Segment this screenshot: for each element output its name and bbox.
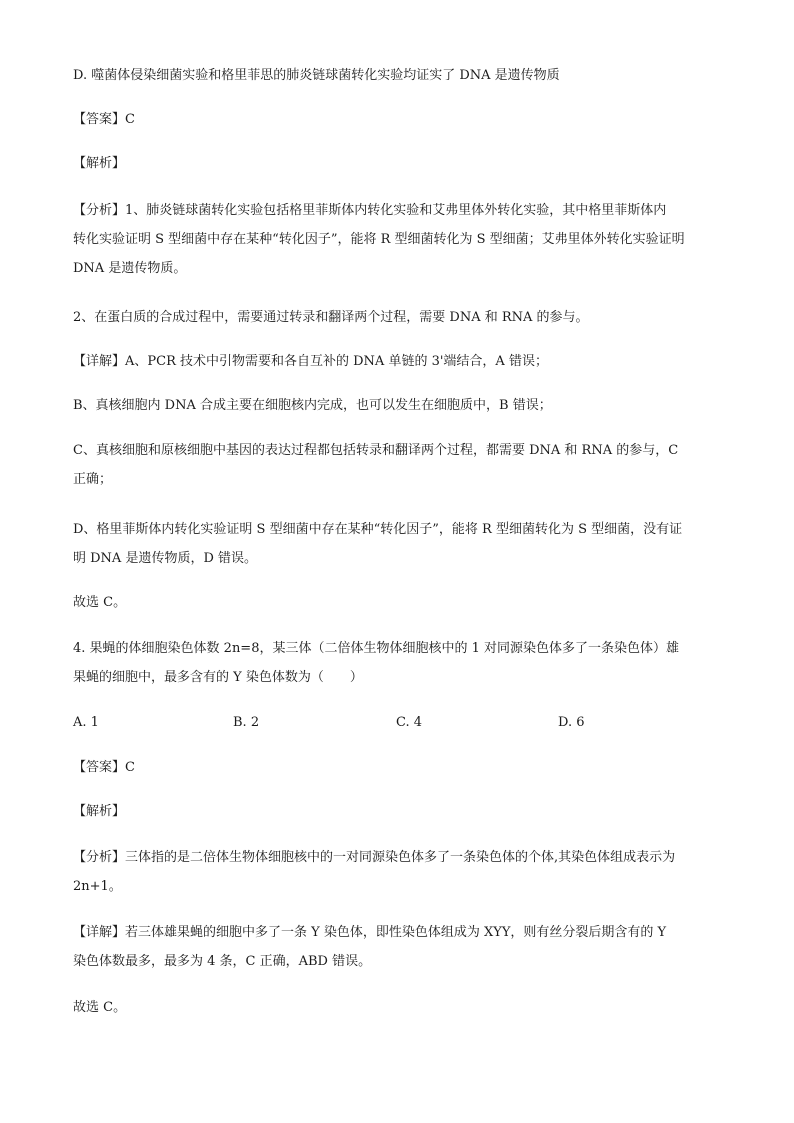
q4-fenxi bbox=[73, 843, 723, 901]
q4-analysis-title: 【解析】 bbox=[73, 804, 126, 819]
q3-item-c-line: C、真核细胞和原核细胞中基因的表达过程都包括转录和翻译两个过程，都需要 DNA 和 RNA 的参与，C bbox=[73, 443, 679, 458]
q3-xiangjie-a: 【详解】A、PCR 技术中引物需要和各自互补的 DNA 单链的 3'端结合，A 错误； bbox=[73, 354, 548, 369]
q3-item-d-line: D、格里菲斯体内转化实验证明 S 型细菌中存在某种“转化因子”，能将 R 型细菌转化为 S 型细菌，没有证 bbox=[73, 522, 683, 537]
q4-answer: 【答案】C bbox=[73, 760, 135, 775]
q3-fenxi-line: 【分析】1、肺炎链球菌转化实验包括格里菲斯体内转化实验和艾弗里体外转化实验，其中格里菲斯体内 bbox=[73, 203, 667, 218]
q4-xiangjie-line: 【详解】若三体雄果蝇的细胞中多了一条 Y 染色体，即性染色体组成为 XYY，则有丝分裂后期含有的 Y bbox=[73, 925, 667, 940]
q3-item-d-line: 明 DNA 是遗传物质，D 错误。 bbox=[73, 551, 258, 566]
q3-point-2: 2、在蛋白质的合成过程中，需要通过转录和翻译两个过程，需要 DNA 和 RNA 的参与。 bbox=[73, 310, 589, 325]
q4-xiangjie-line: 染色体数最多，最多为 4 条，C 正确，ABD 错误。 bbox=[73, 954, 372, 969]
q3-item-c bbox=[73, 436, 723, 494]
q4-conclusion: 故选 C。 bbox=[73, 1000, 127, 1015]
q4-xiangjie bbox=[73, 918, 723, 976]
q3-option-d: D. 噬菌体侵染细菌实验和格里菲思的肺炎链球菌转化实验均证实了 DNA 是遗传物质 bbox=[73, 68, 560, 83]
q3-fenxi bbox=[73, 196, 723, 283]
q3-fenxi-line: 转化实验证明 S 型细菌中存在某种“转化因子”，能将 R 型细菌转化为 S 型细菌；艾弗里体外转化实验证明 bbox=[73, 232, 685, 247]
q4-option-a: A. 1 bbox=[73, 715, 99, 730]
q4-stem-line: 果蝇的细胞中，最多含有的 Y 染色体数为（ ） bbox=[73, 670, 363, 685]
q3-item-c-line: 正确； bbox=[73, 472, 113, 487]
q4-option-c: C. 4 bbox=[396, 715, 423, 730]
q3-answer: 【答案】C bbox=[73, 112, 135, 127]
q3-conclusion: 故选 C。 bbox=[73, 595, 127, 610]
q4-option-b: B. 2 bbox=[233, 715, 260, 730]
q4-option-d: D. 6 bbox=[558, 715, 585, 730]
q3-item-d bbox=[73, 515, 723, 573]
q3-fenxi-line: DNA 是遗传物质。 bbox=[73, 261, 187, 276]
q4-stem-line: 4. 果蝇的体细胞染色体数 2n=8，某三体（二倍体生物体细胞核中的 1 对同源染色体多了一条染色体）雄 bbox=[73, 641, 680, 656]
q3-item-b: B、真核细胞内 DNA 合成主要在细胞核内完成，也可以发生在细胞质中，B 错误； bbox=[73, 398, 552, 413]
q3-analysis-title: 【解析】 bbox=[73, 156, 126, 171]
q4-stem bbox=[73, 634, 723, 692]
q4-fenxi-line: 2n+1。 bbox=[73, 879, 122, 894]
q4-options bbox=[73, 709, 723, 736]
q4-fenxi-line: 【分析】三体指的是二倍体生物体细胞核中的一对同源染色体多了一条染色体的个体,其染色体组成表示为 bbox=[73, 850, 676, 865]
